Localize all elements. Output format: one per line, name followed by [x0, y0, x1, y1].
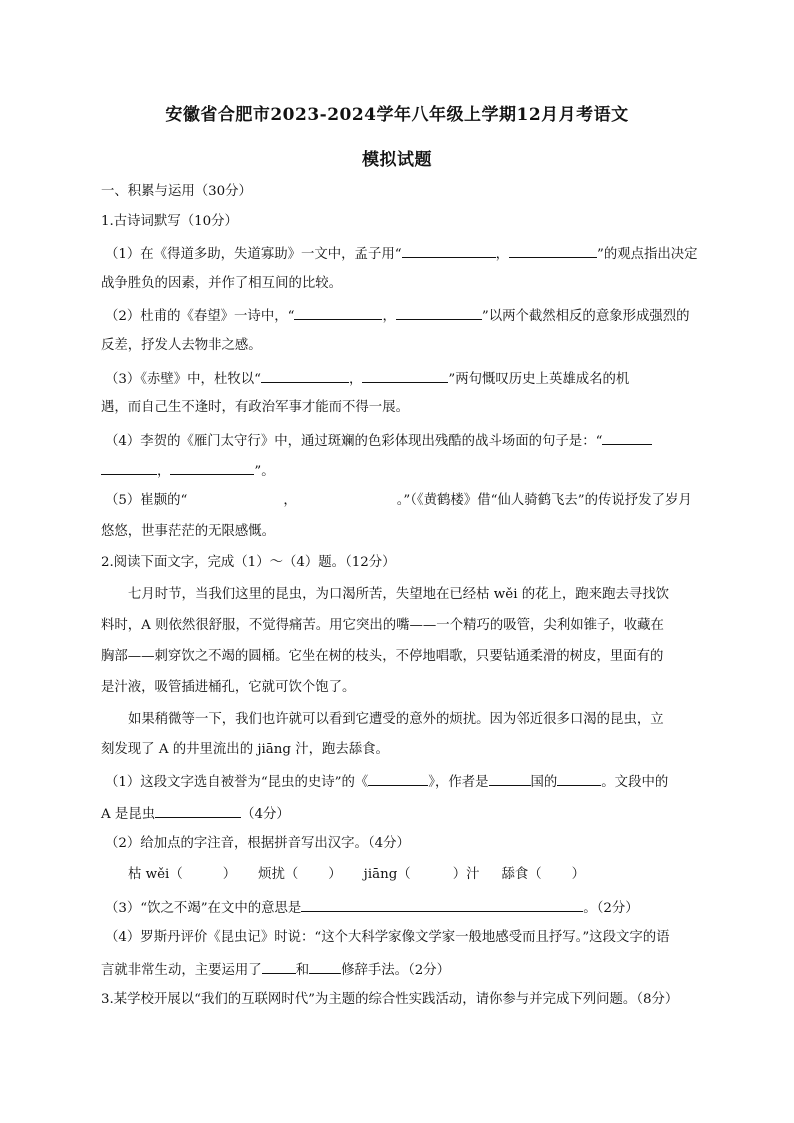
q2-sub-4: （4）罗斯丹评价《昆虫记》时说：“这个大科学家像文学家一般地感受而且抒写。”这段文字的语 [105, 930, 670, 945]
answer-blank[interactable] [294, 306, 382, 320]
answer-blank[interactable] [101, 461, 157, 475]
q2-sub-2: （2）给加点的字注音，根据拼音写出汉字。（4分） [105, 836, 410, 851]
passage-line: 胸部——刺穿饮之不竭的圆桶。它坐在树的枝头，不停地唱歌，只要钻通柔滑的树皮，里面有的 [101, 649, 664, 664]
passage-line: 如果稍微等一下，我们也许就可以看到它遭受的意外的烦扰。因为邻近很多口渴的昆虫，立 [128, 712, 664, 727]
answer-blank[interactable] [489, 772, 531, 786]
q2-sub-1: （1）这段文字选自被誉为“昆虫的史诗”的《 》，作者是 国的 。文段中的 [105, 772, 668, 792]
q1-item-5-cont: 悠悠，世事茫茫的无限感慨。 [101, 524, 276, 539]
q1-item-1-cont: 战争胜负的因素，并作了相互间的比较。 [101, 276, 343, 291]
passage-line: 料时，A 则依然很舒服，不觉得痛苦。用它突出的嘴——一个精巧的吸管，尖利如锥子，收藏在 [101, 618, 664, 633]
answer-blank[interactable] [301, 898, 583, 912]
q1-item-2: （2）杜甫的《春望》一诗中，“ ， ”以两个截然相反的意象形成强烈的 [105, 306, 690, 326]
q1-item-5: （5）崔颢的“ ， 。”（《黄鹤楼》借“仙人骑鹤飞去”的传说抒发了岁月 [105, 493, 692, 508]
q1-item-3-cont: 遇，而自己生不逢时，有政治军事才能而不得一展。 [101, 400, 409, 415]
q1-item-2-cont: 反差，抒发人去物非之感。 [101, 338, 262, 353]
answer-blank[interactable] [557, 772, 601, 786]
answer-blank[interactable] [368, 772, 428, 786]
answer-blank[interactable] [155, 804, 241, 818]
answer-blank[interactable] [261, 369, 349, 383]
document-title: 安徽省合肥市2023-2024学年八年级上学期12月月考语文 [165, 105, 629, 125]
answer-blank[interactable] [262, 960, 296, 974]
section-heading: 一、积累与运用（30分） [101, 184, 252, 199]
q1-item-1: （1）在《得道多助，失道寡助》一文中，孟子用“ ， ”的观点指出决定 [105, 244, 698, 264]
passage-line: 七月时节，当我们这里的昆虫，为口渴所苦，失望地在已经枯 wěi 的花上，跑来跑去寻找饮 [128, 587, 670, 602]
answer-blank[interactable] [170, 461, 254, 475]
answer-blank[interactable] [396, 306, 482, 320]
q2-sub-4-cont: 言就非常生动，主要运用了 和 修辞手法。（2分） [101, 960, 450, 980]
answer-blank[interactable] [362, 369, 448, 383]
q2-sub-2-items: 枯 wěi（ ） 烦扰（ ） jiāng（ ）汁 舔食（ ） [128, 867, 586, 882]
q1-item-4: （4）李贺的《雁门太守行》中，通过斑斓的色彩体现出残酷的战斗场面的句子是：“ [105, 431, 652, 451]
q2-sub-3: （3）“饮之不竭”在文中的意思是 。（2分） [105, 898, 639, 918]
passage-line: 刻发现了 A 的井里流出的 jiāng 汁，跑去舔食。 [101, 742, 389, 757]
document-subtitle: 模拟试题 [362, 150, 432, 170]
q2-sub-1-cont: A 是昆虫 （4分） [101, 804, 290, 824]
q1-item-4-cont: ， ”。 [101, 461, 275, 481]
question-3-heading: 3.某学校开展以“我们的互联网时代”为主题的综合性实践活动，请你参与并完成下列问题。（8分） [101, 992, 679, 1007]
answer-blank[interactable] [402, 244, 496, 258]
answer-blank[interactable] [602, 431, 652, 445]
answer-blank[interactable] [309, 960, 341, 974]
q1-item-3: （3）《赤壁》中，杜牧以“ ， ”两句慨叹历史上英雄成名的机 [105, 369, 629, 389]
question-2-heading: 2.阅读下面文字，完成（1）～（4）题。（12分） [101, 555, 396, 570]
passage-line: 是汁液，吸管插进桶孔，它就可饮个饱了。 [101, 680, 356, 695]
question-1-heading: 1.古诗词默写（10分） [101, 214, 238, 229]
answer-blank[interactable] [509, 244, 597, 258]
